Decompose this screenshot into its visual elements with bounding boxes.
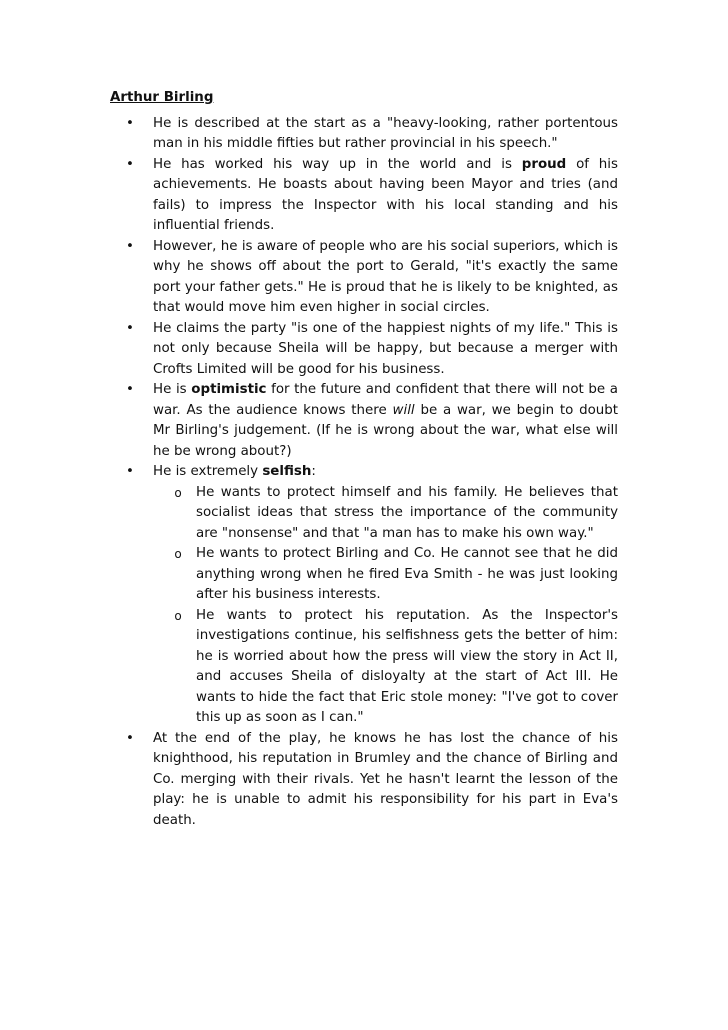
emphasis-text: selfish bbox=[262, 464, 312, 479]
circle-bullet-icon: o bbox=[174, 547, 182, 561]
list-item-text: He is described at the start as a "heavy-looking, rather portentous man in his middle fifties but rather provincial in his speech." bbox=[153, 115, 618, 151]
bullet-list bbox=[110, 114, 618, 832]
bullet-icon: • bbox=[126, 115, 134, 131]
list-item bbox=[110, 155, 618, 237]
sub-list-item-text: He wants to protect himself and his family. He believes that socialist ideas that stress the importance of the community are "nonsense" and that "a man has to make his own way." bbox=[196, 484, 618, 541]
list-item bbox=[110, 114, 618, 155]
list-item-text: He claims the party "is one of the happiest nights of my life." This is not only because Sheila will be happy, but because a merger with Crofts Limited will be good for his business. bbox=[153, 320, 618, 377]
list-item-text: be a war, we begin to doubt Mr Birling's judgement. (If he is wrong about the war, what else will he be wrong about?) bbox=[153, 402, 618, 459]
sub-list-item bbox=[153, 544, 618, 606]
list-item bbox=[110, 380, 618, 462]
list-item-text: However, he is aware of people who are his social superiors, which is why he shows off about the port to Gerald, "it's exactly the same port your father gets." He is proud that he is likely to be knighted, as that would move him even higher in social circles. bbox=[153, 238, 618, 315]
list-item-text: He is bbox=[153, 382, 192, 397]
list-item-text: for the future and confident that there will not be a war. As the audience knows there bbox=[153, 382, 618, 418]
bullet-icon: • bbox=[126, 730, 134, 746]
document-body bbox=[110, 88, 618, 831]
bullet-icon: • bbox=[126, 238, 134, 254]
sub-list-item bbox=[153, 606, 618, 729]
sub-list-item bbox=[153, 483, 618, 545]
emphasis-text: proud bbox=[521, 156, 567, 172]
list-item bbox=[110, 237, 618, 319]
bullet-icon: • bbox=[126, 382, 134, 397]
sub-list-item-text: He wants to protect Birling and Co. He cannot see that he did anything wrong when he fired Eva Smith - he was just looking after his business interests. bbox=[196, 546, 618, 602]
bullet-icon: • bbox=[126, 156, 134, 172]
section-heading: Arthur Birling bbox=[110, 90, 214, 105]
list-item-text: : bbox=[311, 464, 316, 479]
bullet-icon: • bbox=[126, 320, 134, 336]
italic-text: will bbox=[392, 402, 415, 418]
list-item-text: of his achievements. He boasts about having been Mayor and tries (and fails) to impress the Inspector with his local standing and his influential friends. bbox=[153, 156, 618, 233]
list-item bbox=[110, 462, 618, 729]
list-item bbox=[110, 729, 618, 832]
bullet-icon: • bbox=[126, 464, 134, 479]
circle-bullet-icon: o bbox=[174, 608, 182, 623]
sub-bullet-list bbox=[153, 483, 618, 729]
list-item-text: At the end of the play, he knows he has lost the chance of his knighthood, his reputation in Brumley and the chance of Birling and Co. merging with their rivals. Yet he hasn't learnt the lesson of the play: he is unable to admit his responsibility for his part in Eva's death. bbox=[153, 730, 618, 828]
list-item-text: He is extremely bbox=[153, 464, 263, 479]
emphasis-text: optimistic bbox=[191, 382, 267, 397]
sub-list-item-text: He wants to protect his reputation. As the Inspector's investigations continue, his selfishness gets the better of him: he is worried about how the press will view the story in Act II, and accuses Sheila of disloyalty at the start of Act III. He wants to hide the fact that Eric stole money: "I've got to cover this up as soon as I can." bbox=[196, 607, 618, 725]
list-item bbox=[110, 319, 618, 381]
circle-bullet-icon: o bbox=[174, 485, 182, 500]
list-item-text: He has worked his way up in the world and is bbox=[153, 156, 522, 172]
